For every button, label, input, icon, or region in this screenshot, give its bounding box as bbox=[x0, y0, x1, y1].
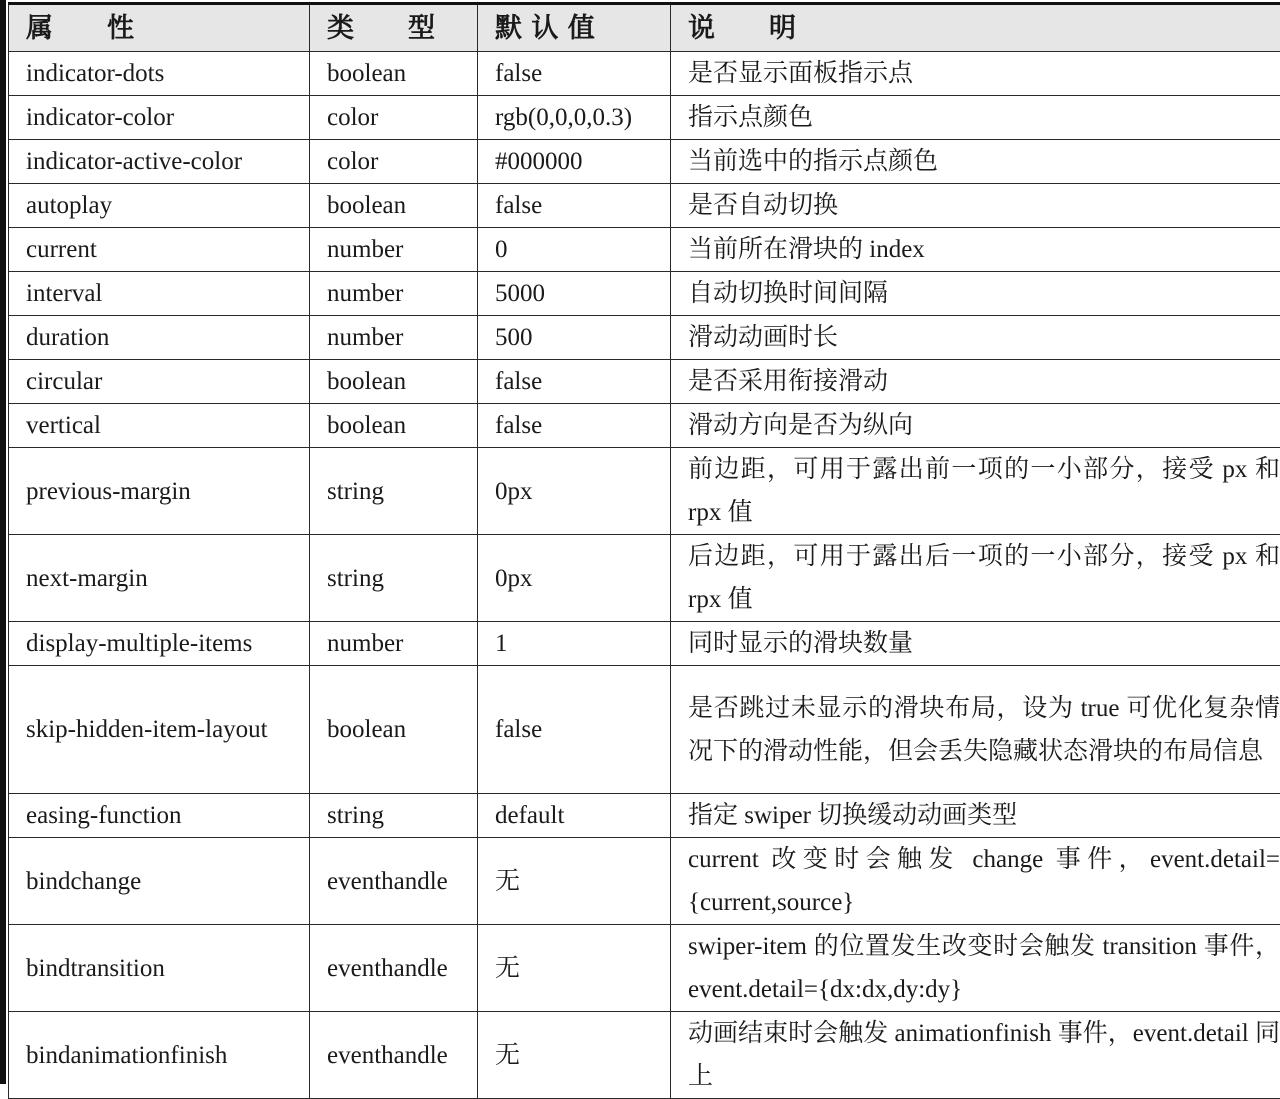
cell-type: boolean bbox=[310, 404, 478, 448]
cell-default: 0px bbox=[478, 448, 671, 535]
cell-type: number bbox=[310, 316, 478, 360]
cell-default: 5000 bbox=[478, 272, 671, 316]
cell-description: 当前所在滑块的 index bbox=[671, 228, 1280, 272]
table-row bbox=[9, 1012, 1280, 1099]
cell-default: #000000 bbox=[478, 140, 671, 184]
cell-attribute: interval bbox=[9, 272, 310, 316]
cell-default: 0 bbox=[478, 228, 671, 272]
cell-description: 同时显示的滑块数量 bbox=[671, 622, 1280, 666]
cell-attribute: easing-function bbox=[9, 794, 310, 838]
cell-description: 是否自动切换 bbox=[671, 184, 1280, 228]
cell-description: 当前选中的指示点颜色 bbox=[671, 140, 1280, 184]
cell-default: 无 bbox=[478, 925, 671, 1012]
cell-type: boolean bbox=[310, 184, 478, 228]
cell-type: color bbox=[310, 140, 478, 184]
table-row bbox=[9, 535, 1280, 622]
table-row bbox=[9, 360, 1280, 404]
cell-attribute: vertical bbox=[9, 404, 310, 448]
cell-type: eventhandle bbox=[310, 925, 478, 1012]
cell-type: number bbox=[310, 272, 478, 316]
cell-description: 是否显示面板指示点 bbox=[671, 52, 1280, 96]
cell-attribute: bindchange bbox=[9, 838, 310, 925]
table-row bbox=[9, 448, 1280, 535]
cell-description: 前边距，可用于露出前一项的一小部分，接受 px 和 rpx 值 bbox=[671, 448, 1280, 535]
cell-attribute: next-margin bbox=[9, 535, 310, 622]
table-header-row bbox=[9, 4, 1280, 52]
cell-description: 是否跳过未显示的滑块布局，设为 true 可优化复杂情况下的滑动性能，但会丢失隐藏状态滑块的布局信息 bbox=[671, 666, 1280, 794]
header-description: 说 明 bbox=[671, 4, 1280, 52]
cell-type: boolean bbox=[310, 360, 478, 404]
cell-attribute: indicator-active-color bbox=[9, 140, 310, 184]
cell-attribute: indicator-color bbox=[9, 96, 310, 140]
cell-description: 后边距，可用于露出后一项的一小部分，接受 px 和 rpx 值 bbox=[671, 535, 1280, 622]
table-row bbox=[9, 404, 1280, 448]
header-attribute: 属 性 bbox=[9, 4, 310, 52]
cell-type: string bbox=[310, 535, 478, 622]
table-row bbox=[9, 272, 1280, 316]
cell-description: swiper-item 的位置发生改变时会触发 transition 事件，event.detail={dx:dx,dy:dy} bbox=[671, 925, 1280, 1012]
cell-description: current 改变时会触发 change 事件，event.detail={current,source} bbox=[671, 838, 1280, 925]
cell-description: 是否采用衔接滑动 bbox=[671, 360, 1280, 404]
cell-default: false bbox=[478, 52, 671, 96]
cell-default: false bbox=[478, 666, 671, 794]
table-row bbox=[9, 184, 1280, 228]
cell-type: boolean bbox=[310, 666, 478, 794]
cell-type: string bbox=[310, 448, 478, 535]
cell-attribute: current bbox=[9, 228, 310, 272]
table-row bbox=[9, 228, 1280, 272]
cell-description: 滑动方向是否为纵向 bbox=[671, 404, 1280, 448]
cell-attribute: display-multiple-items bbox=[9, 622, 310, 666]
cell-attribute: skip-hidden-item-layout bbox=[9, 666, 310, 794]
cell-default: default bbox=[478, 794, 671, 838]
header-type: 类 型 bbox=[310, 4, 478, 52]
cell-attribute: circular bbox=[9, 360, 310, 404]
header-default-value: 默 认 值 bbox=[478, 4, 671, 52]
cell-attribute: bindtransition bbox=[9, 925, 310, 1012]
cell-description: 指示点颜色 bbox=[671, 96, 1280, 140]
cell-attribute: duration bbox=[9, 316, 310, 360]
cell-attribute: bindanimationfinish bbox=[9, 1012, 310, 1099]
cell-default: 0px bbox=[478, 535, 671, 622]
cell-type: eventhandle bbox=[310, 838, 478, 925]
table-row bbox=[9, 666, 1280, 794]
cell-default: 1 bbox=[478, 622, 671, 666]
table-row bbox=[9, 838, 1280, 925]
cell-description: 自动切换时间间隔 bbox=[671, 272, 1280, 316]
cell-attribute: indicator-dots bbox=[9, 52, 310, 96]
cell-default: rgb(0,0,0,0.3) bbox=[478, 96, 671, 140]
cell-attribute: autoplay bbox=[9, 184, 310, 228]
cell-type: string bbox=[310, 794, 478, 838]
cell-type: number bbox=[310, 228, 478, 272]
cell-default: 无 bbox=[478, 1012, 671, 1099]
cell-description: 指定 swiper 切换缓动动画类型 bbox=[671, 794, 1280, 838]
table-row bbox=[9, 140, 1280, 184]
cell-default: false bbox=[478, 404, 671, 448]
cell-default: false bbox=[478, 360, 671, 404]
cell-attribute: previous-margin bbox=[9, 448, 310, 535]
cell-description: 滑动动画时长 bbox=[671, 316, 1280, 360]
swiper-attributes-table bbox=[8, 2, 1280, 1099]
table-row bbox=[9, 925, 1280, 1012]
cell-default: 500 bbox=[478, 316, 671, 360]
table-row bbox=[9, 52, 1280, 96]
cell-type: boolean bbox=[310, 52, 478, 96]
cell-description: 动画结束时会触发 animationfinish 事件，event.detail 同上 bbox=[671, 1012, 1280, 1099]
cell-default: 无 bbox=[478, 838, 671, 925]
cell-type: number bbox=[310, 622, 478, 666]
table-row bbox=[9, 622, 1280, 666]
table-row bbox=[9, 794, 1280, 838]
cell-default: false bbox=[478, 184, 671, 228]
table-row bbox=[9, 96, 1280, 140]
cell-type: eventhandle bbox=[310, 1012, 478, 1099]
table-row bbox=[9, 316, 1280, 360]
cell-type: color bbox=[310, 96, 478, 140]
